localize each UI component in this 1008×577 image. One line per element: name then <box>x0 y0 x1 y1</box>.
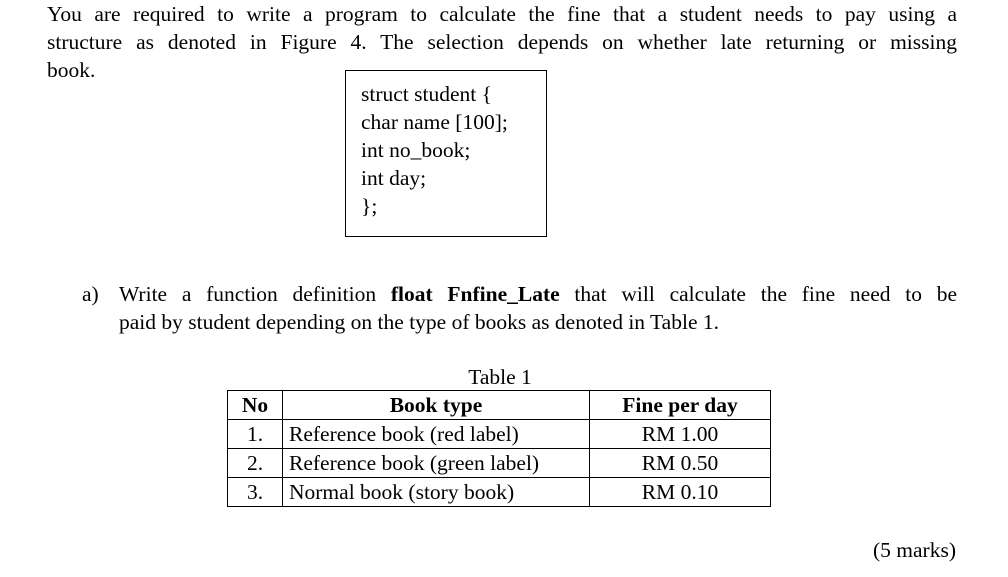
table-caption: Table 1 <box>468 365 532 389</box>
cell-fine: RM 1.00 <box>590 420 771 449</box>
cell-book-type: Reference book (red label) <box>283 420 590 449</box>
intro-line: You are required to write a program to calculate the fine that a student needs to pay using a <box>47 2 957 26</box>
cell-book-type: Reference book (green label) <box>283 449 590 478</box>
cell-no: 1. <box>228 420 283 449</box>
question-text-before: Write a function definition <box>119 282 391 306</box>
question-line-1 <box>119 280 957 308</box>
cell-book-type: Normal book (story book) <box>283 478 590 507</box>
question-text <box>119 280 957 336</box>
header-no: No <box>228 391 283 420</box>
code-line: int day; <box>361 166 427 190</box>
marks-label: (5 marks) <box>873 538 956 562</box>
struct-code-box <box>345 70 547 237</box>
code-line: struct student { <box>361 82 492 106</box>
table-row <box>228 420 771 449</box>
header-book-type: Book type <box>283 391 590 420</box>
cell-fine: RM 0.10 <box>590 478 771 507</box>
function-name: float Fnfine_Late <box>390 282 560 306</box>
code-line: char name [100]; <box>361 110 508 134</box>
question-line-2: paid by student depending on the type of books as denoted in Table 1. <box>119 310 719 334</box>
cell-fine: RM 0.50 <box>590 449 771 478</box>
code-line: int no_book; <box>361 138 471 162</box>
question-text-after: that will calculate the fine need to be <box>559 282 957 306</box>
code-line: }; <box>361 194 378 218</box>
fine-table <box>227 390 771 507</box>
table-row <box>228 478 771 507</box>
intro-line: structure as denoted in Figure 4. The selection depends on whether late returning or missing <box>47 30 957 54</box>
table-row <box>228 449 771 478</box>
cell-no: 3. <box>228 478 283 507</box>
intro-line: book. <box>47 58 96 82</box>
question-label: a) <box>82 282 99 306</box>
cell-no: 2. <box>228 449 283 478</box>
table-header-row <box>228 391 771 420</box>
header-fine-per-day: Fine per day <box>590 391 771 420</box>
